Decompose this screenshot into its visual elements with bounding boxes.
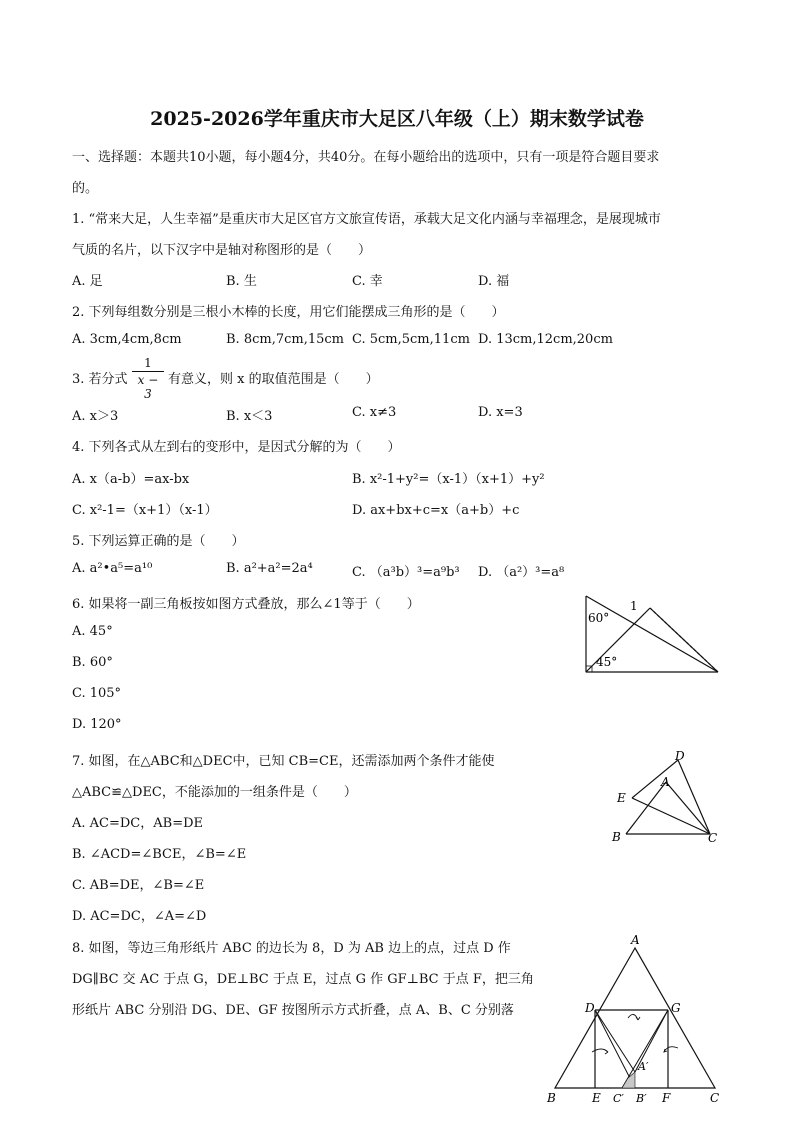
q1-option-c: C. 幸 — [352, 274, 383, 289]
q7-option-b: B. ∠ACD=∠BCE，∠B=∠E — [72, 847, 247, 862]
q7-figure — [608, 748, 728, 848]
q8-label-b-prime: B′ — [636, 1092, 647, 1105]
q8-stem-line1: 8. 如图，等边三角形纸片 ABC 的边长为 8，D 为 AB 边上的点，过点 D 作 — [72, 941, 511, 956]
q1-option-a: A. 足 — [72, 274, 103, 289]
q6-label-1: 1 — [630, 599, 638, 613]
q8-label-b: B — [547, 1091, 556, 1105]
q6-option-a: A. 45° — [72, 624, 113, 639]
q5-option-d: D. （a²）³=a⁸ — [478, 565, 565, 580]
q2-stem: 2. 下列每组数分别是三根小木棒的长度，用它们能摆成三角形的是（ ） — [72, 305, 505, 320]
q1-stem-line1: 1. “常来大足，人生幸福”是重庆市大足区官方文旅宣传语，承载大足文化内涵与幸福理念，是展现城市 — [72, 212, 661, 227]
q6-option-c: C. 105° — [72, 686, 122, 701]
q8-label-c: C — [710, 1091, 720, 1105]
q2-option-d: D. 13cm,12cm,20cm — [478, 332, 613, 347]
q4-option-d: D. ax+bx+c=x（a+b）+c — [352, 503, 520, 518]
q6-label-60: 60° — [588, 611, 610, 625]
q8-label-a-prime: A′ — [638, 1060, 649, 1073]
q3-option-d: D. x=3 — [478, 405, 523, 420]
q8-label-e: E — [592, 1091, 601, 1105]
q3-option-a: A. x＞3 — [72, 409, 119, 424]
q7-label-a: A — [661, 775, 670, 789]
q3-fraction-numerator: 1 — [132, 356, 164, 372]
q7-option-c: C. AB=DE，∠B=∠E — [72, 878, 205, 893]
section-header-line1: 一、选择题：本题共10小题，每小题4分，共40分。在每小题给出的选项中，只有一项是符合题目要求 — [72, 150, 660, 165]
q5-option-a: A. a²•a⁵=a¹⁰ — [72, 561, 153, 576]
q4-option-b: B. x²-1+y²=（x-1）（x+1）+y² — [352, 472, 545, 487]
q8-stem-line2: DG∥BC 交 AC 于点 G，DE⊥BC 于点 E，过点 G 作 GF⊥BC 于点 F，把三角 — [72, 972, 534, 987]
q8-label-c-prime: C′ — [613, 1092, 624, 1105]
q8-label-a: A — [631, 933, 640, 947]
q1-option-b: B. 生 — [226, 274, 257, 289]
q8-label-f: F — [662, 1091, 671, 1105]
q6-option-d: D. 120° — [72, 717, 122, 732]
q3-stem-prefix: 3. 若分式 — [72, 372, 128, 387]
q7-label-d: D — [675, 749, 685, 763]
q7-label-b: B — [612, 830, 621, 844]
q7-label-e: E — [617, 791, 626, 805]
q8-label-d: D — [585, 1001, 595, 1015]
q7-label-c: C — [708, 831, 718, 845]
q5-option-b: B. a²+a²=2a⁴ — [226, 561, 313, 576]
q6-figure — [578, 590, 728, 680]
q3-stem-suffix: 有意义，则 x 的取值范围是（ ） — [168, 372, 379, 387]
q3-fraction — [132, 356, 164, 401]
q1-stem-line2: 气质的名片，以下汉字中是轴对称图形的是（ ） — [72, 243, 372, 258]
q6-label-45: 45° — [596, 655, 618, 669]
section-header-line2: 的。 — [72, 181, 99, 196]
q8-figure — [540, 930, 730, 1110]
q8-label-g: G — [671, 1001, 681, 1015]
q7-option-d: D. AC=DC，∠A=∠D — [72, 909, 207, 924]
q1-option-d: D. 福 — [478, 274, 510, 289]
q4-option-c: C. x²-1=（x+1）（x-1） — [72, 503, 218, 518]
q3-fraction-denominator: x − 3 — [137, 373, 159, 401]
q7-stem-line1: 7. 如图，在△ABC和△DEC中，已知 CB=CE，还需添加两个条件才能使 — [72, 754, 495, 769]
q6-option-b: B. 60° — [72, 655, 113, 670]
q5-option-c: C. （a³b）³=a⁹b³ — [352, 565, 460, 580]
q4-option-a: A. x（a-b）=ax-bx — [72, 472, 190, 487]
q6-stem: 6. 如果将一副三角板按如图方式叠放，那么∠1等于（ ） — [72, 597, 420, 612]
q3-option-b: B. x＜3 — [226, 409, 273, 424]
page-title: 2025-2026学年重庆市大足区八年级（上）期末数学试卷 — [150, 108, 644, 130]
q4-stem: 4. 下列各式从左到右的变形中，是因式分解的为（ ） — [72, 440, 401, 455]
q2-option-c: C. 5cm,5cm,11cm — [352, 332, 470, 347]
q3-option-c: C. x≠3 — [352, 405, 397, 420]
q2-option-b: B. 8cm,7cm,15cm — [226, 332, 344, 347]
q2-option-a: A. 3cm,4cm,8cm — [72, 332, 182, 347]
q5-stem: 5. 下列运算正确的是（ ） — [72, 534, 245, 549]
q7-stem-line2: △ABC≌△DEC，不能添加的一组条件是（ ） — [72, 785, 357, 800]
q8-stem-line3: 形纸片 ABC 分别沿 DG、DE、GF 按图所示方式折叠，点 A、B、C 分别落 — [72, 1003, 514, 1018]
q7-option-a: A. AC=DC，AB=DE — [72, 816, 203, 831]
